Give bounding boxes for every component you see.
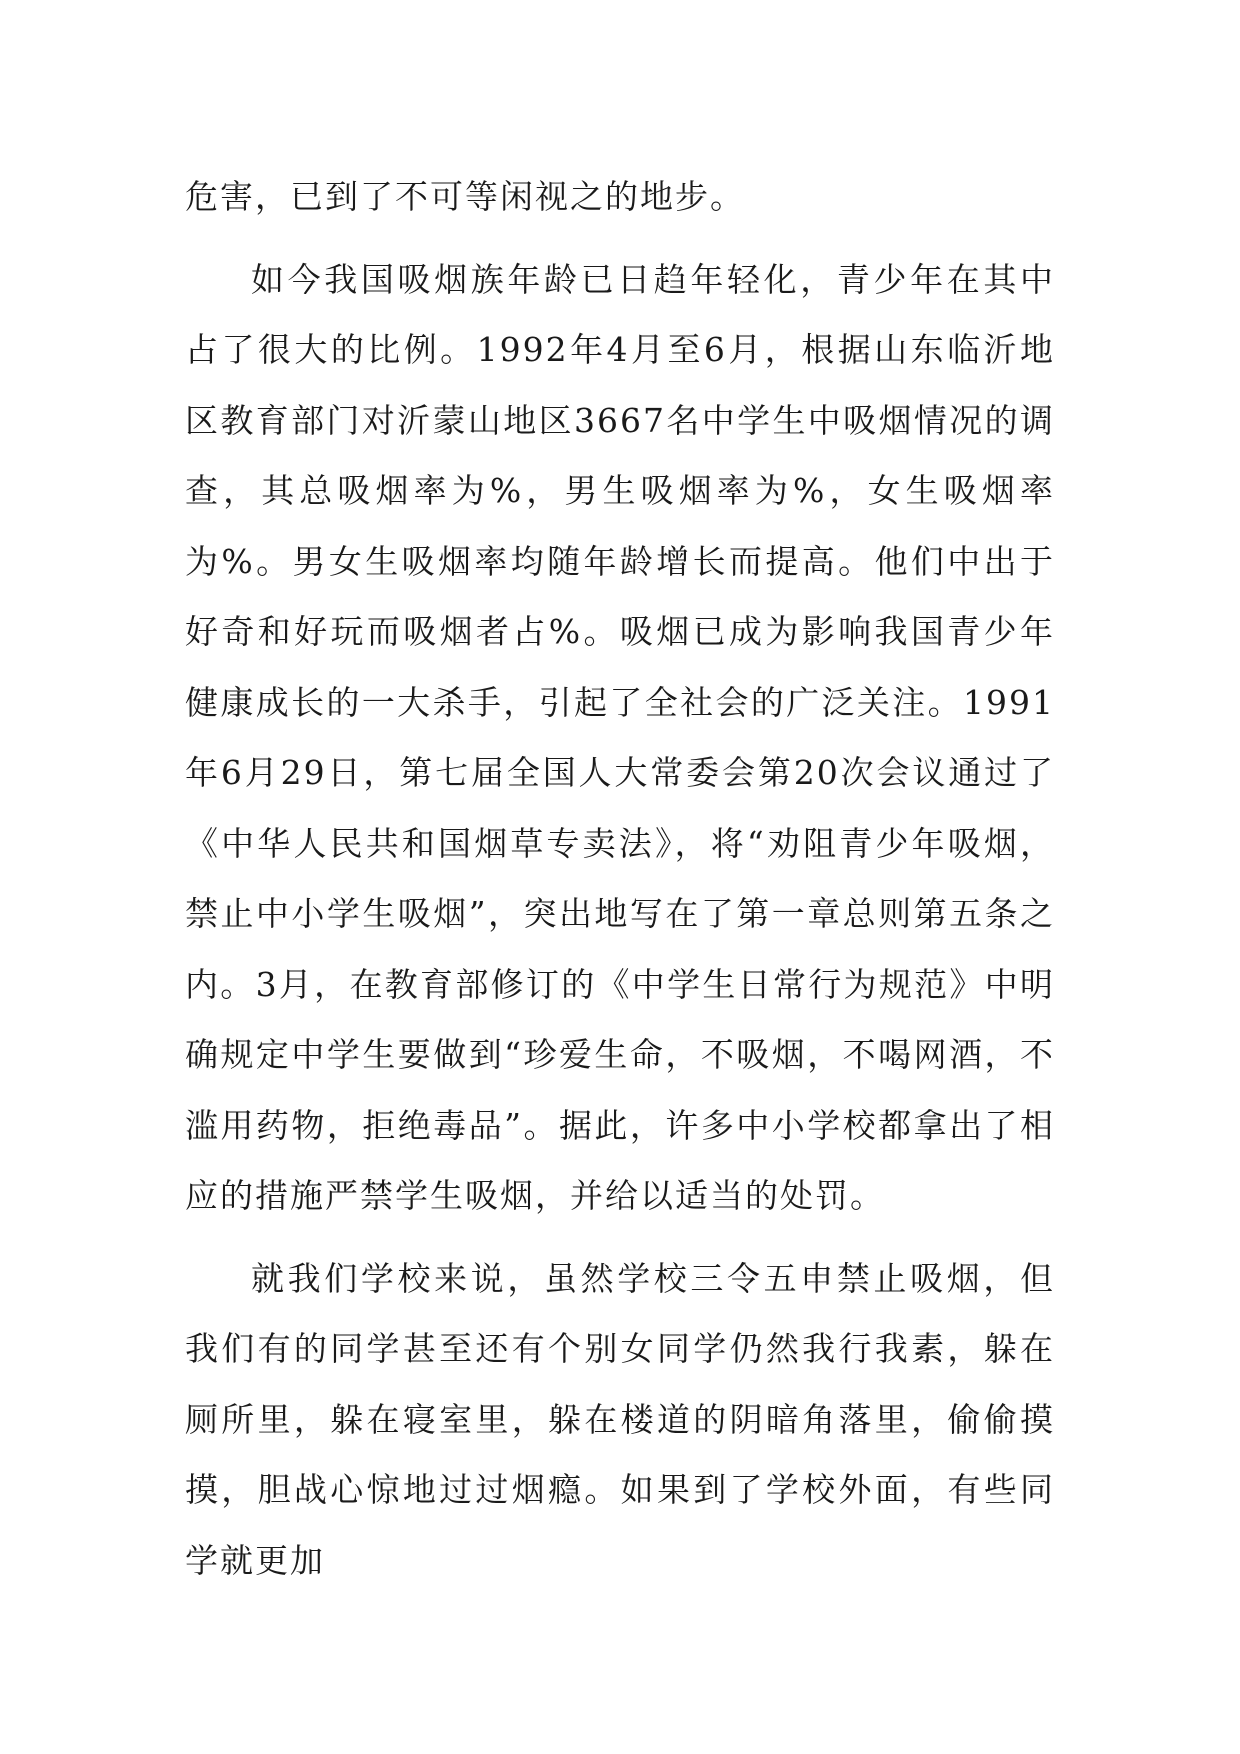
paragraph-youth-smoking-statistics: 如今我国吸烟族年龄已日趋年轻化，青少年在其中占了很大的比例。1992年4月至6月，根据山东临沂地区教育部门对沂蒙山地区3667名中学生中吸烟情况的调查，其总吸烟率为%，男生吸烟率为%，女生吸烟率为%。男女生吸烟率均随年龄增长而提高。他们中出于好奇和好玩而吸烟者占%。吸烟已成为影响我国青少年健康成长的一大杀手，引起了全社会的广泛关注。1991年6月29日，第七届全国人大常委会第20次会议通过了《中华人民共和国烟草专卖法》，将“劝阻青少年吸烟，禁止中小学生吸烟”，突出地写在了第一章总则第五条之内。3月，在教育部修订的《中学生日常行为规范》中明确规定中学生要做到“珍爱生命，不吸烟，不喝网酒，不滥用药物，拒绝毒品”。据此，许多中小学校都拿出了相应的措施严禁学生吸烟，并给以适当的处罚。 [185,259,1055,1215]
paragraph-school-situation: 就我们学校来说，虽然学校三令五申禁止吸烟，但我们有的同学甚至还有个别女同学仍然我行我素，躲在厕所里，躲在寝室里，躲在楼道的阴暗角落里，偷偷摸摸，胆战心惊地过过烟瘾。如果到了学校外面，有些同学就更加 [185,1258,1055,1580]
paragraph-continuation: 危害，已到了不可等闲视之的地步。 [185,177,745,216]
document-body [185,162,1055,1608]
